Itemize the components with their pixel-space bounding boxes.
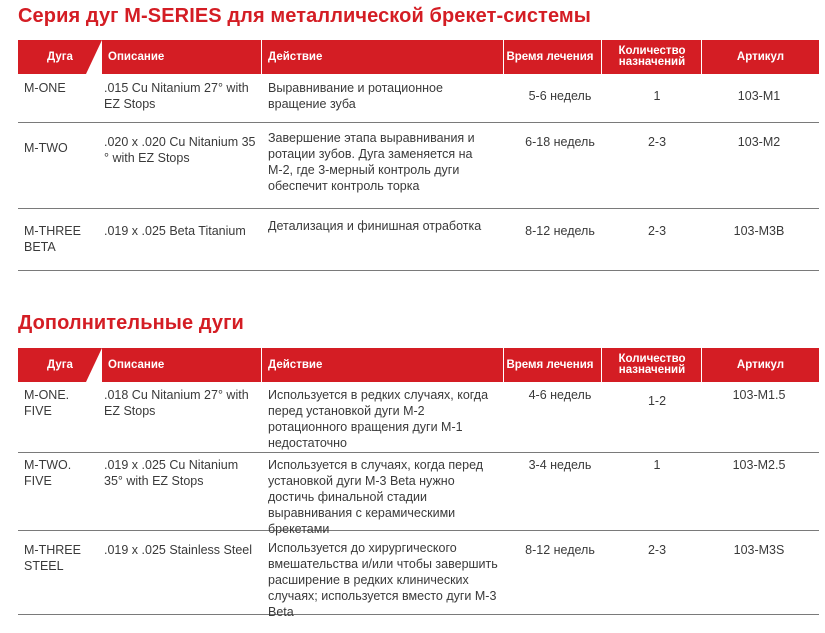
table-row: [18, 208, 819, 271]
table-row: [18, 530, 819, 619]
cell-count: 1-2: [647, 394, 667, 408]
section-title-additional: Дополнительные дуги: [18, 312, 244, 334]
table-row: [18, 122, 819, 209]
cell-action: Используется в редких случаях, когда перед установкой дуги М-2 ротационного вращения дуги М-1 недостаточно: [268, 388, 489, 450]
cell-time: 4-6 недель: [528, 388, 592, 402]
cell-sku: 103-M1: [737, 89, 781, 103]
cell-sku: 103-M1.5: [732, 388, 786, 402]
cell-sku: 103-M3B: [733, 224, 785, 238]
cell-description: .019 x .025 Stainless Steel: [104, 543, 253, 557]
header-arch: Дуга: [47, 358, 73, 371]
cell-sku: 103-M2: [737, 135, 781, 149]
header-sku: Артикул: [736, 358, 785, 371]
header-count: Количество назначений: [618, 353, 686, 376]
cell-sku: 103-M2.5: [732, 458, 786, 472]
table-row: [18, 382, 819, 453]
cell-time: 5-6 недель: [528, 89, 592, 103]
header-sku: Артикул: [736, 50, 785, 63]
header-description: Описание: [108, 50, 165, 63]
table-row: [18, 452, 819, 536]
cell-arch: M-TWO: [24, 141, 68, 155]
header-arch: Дуга: [47, 50, 73, 63]
section-title-m-series: Серия дуг M-SERIES для металлической брекет-системы: [18, 5, 591, 27]
cell-action: Используется в случаях, когда перед установкой дуги М-3 Beta нужно достичь финальной стадии выравнивания с керамическими брекетами: [268, 458, 484, 536]
cell-count: 2-3: [647, 543, 667, 557]
header-action: Действие: [268, 50, 323, 63]
cell-action: Детализация и финишная отработка: [268, 219, 482, 233]
cell-time: 8-12 недель: [525, 224, 595, 238]
cell-time: 8-12 недель: [525, 543, 595, 557]
cell-count: 1: [653, 458, 661, 472]
cell-description: .019 x .025 Cu Nitanium 35° with EZ Stops: [104, 458, 239, 488]
cell-arch: M-ONE. FIVE: [24, 388, 70, 418]
table-header: [18, 348, 819, 382]
table-header: [18, 40, 819, 74]
cell-description: .020 x .020 Cu Nitanium 35 ° with EZ Stops: [104, 135, 256, 165]
cell-time: 6-18 недель: [525, 135, 595, 149]
cell-arch: M-ONE: [24, 81, 66, 95]
header-time: Время лечения: [506, 50, 594, 63]
table-row: [18, 74, 819, 123]
cell-action: Завершение этапа выравнивания и ротации зубов. Дуга заменяется на М-2, где 3-мерный контроль дуги обеспечит контроль торка: [268, 131, 475, 193]
header-action: Действие: [268, 358, 323, 371]
cell-count: 2-3: [647, 135, 667, 149]
cell-description: .015 Cu Nitanium 27° with EZ Stops: [104, 81, 249, 111]
cell-description: .018 Cu Nitanium 27° with EZ Stops: [104, 388, 249, 418]
cell-time: 3-4 недель: [528, 458, 592, 472]
header-time: Время лечения: [506, 358, 594, 371]
cell-arch: M-THREE BETA: [24, 224, 81, 254]
cell-count: 1: [653, 89, 661, 103]
header-description: Описание: [108, 358, 165, 371]
cell-action: Используется до хирургического вмешательства и/или чтобы завершить расширение в редких клинических случаях; используется вместо дуги М-3 Beta: [268, 541, 498, 619]
header-count: Количество назначений: [618, 45, 686, 68]
cell-action: Выравнивание и ротационное вращение зуба: [268, 81, 443, 111]
cell-description: .019 x .025 Beta Titanium: [104, 224, 246, 238]
cell-count: 2-3: [647, 224, 667, 238]
cell-sku: 103-M3S: [733, 543, 785, 557]
cell-arch: M-TWO. FIVE: [24, 458, 72, 488]
cell-arch: M-THREE STEEL: [24, 543, 81, 573]
